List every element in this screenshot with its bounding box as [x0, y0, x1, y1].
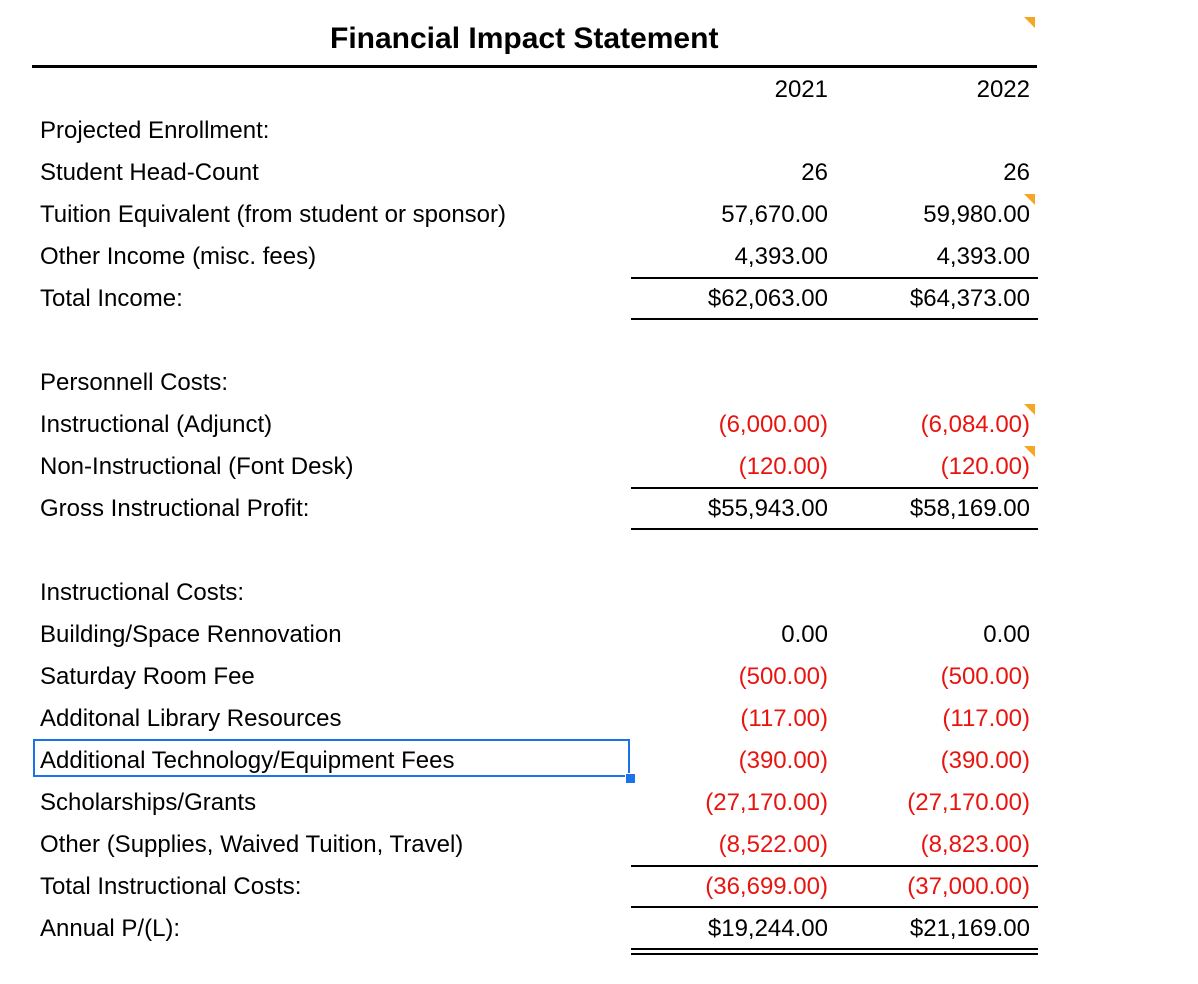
value-cell-2022[interactable]: $21,169.00: [909, 915, 1030, 942]
year-header-2021[interactable]: 2021: [774, 76, 828, 103]
value-cell-2021[interactable]: (27,170.00): [705, 789, 828, 816]
total-costs-bottom-border-2021: [631, 906, 831, 908]
value-cell-2022[interactable]: (37,000.00): [907, 873, 1030, 900]
comment-indicator-icon[interactable]: [1024, 446, 1035, 457]
value-cell-2022[interactable]: (120.00): [940, 453, 1030, 480]
table-row: [0, 698, 1198, 740]
row-label-cell[interactable]: Additional Technology/Equipment Fees: [40, 747, 455, 774]
value-cell-2022[interactable]: $64,373.00: [909, 285, 1030, 312]
table-row: [0, 194, 1198, 236]
table-row: [0, 110, 1198, 152]
value-cell-2021[interactable]: 26: [801, 159, 828, 186]
gross-profit-bottom-border-2022: [831, 528, 1038, 530]
value-cell-2021[interactable]: (390.00): [738, 747, 828, 774]
value-cell-2022[interactable]: $58,169.00: [909, 495, 1030, 522]
value-cell-2022[interactable]: 59,980.00: [923, 201, 1030, 228]
value-cell-2022[interactable]: (8,823.00): [920, 831, 1030, 858]
row-label-cell[interactable]: Total Instructional Costs:: [40, 873, 302, 900]
value-cell-2022[interactable]: 4,393.00: [936, 243, 1030, 270]
fill-handle[interactable]: [625, 773, 636, 784]
row-label-cell[interactable]: Scholarships/Grants: [40, 789, 257, 816]
year-header-2022[interactable]: 2022: [976, 76, 1030, 103]
row-label-cell[interactable]: Building/Space Rennovation: [40, 621, 342, 648]
table-row: [0, 446, 1198, 488]
sheet-title[interactable]: Financial Impact Statement: [330, 22, 719, 55]
table-row: [0, 908, 1198, 950]
total-income-top-border-2022: [831, 277, 1038, 279]
table-row: [0, 824, 1198, 866]
table-row: [0, 404, 1198, 446]
value-cell-2021[interactable]: (8,522.00): [718, 831, 828, 858]
value-cell-2021[interactable]: 4,393.00: [734, 243, 828, 270]
value-cell-2022[interactable]: 26: [1003, 159, 1030, 186]
row-label-cell[interactable]: Personnell Costs:: [40, 369, 229, 396]
value-cell-2021[interactable]: $55,943.00: [707, 495, 828, 522]
table-row: [0, 656, 1198, 698]
selected-cell-outline[interactable]: [33, 739, 630, 777]
row-label-cell[interactable]: Annual P/(L):: [40, 915, 181, 942]
total-costs-top-border-2021: [631, 865, 831, 867]
annual-pl-double-underline-top: [631, 948, 1038, 950]
row-label-cell[interactable]: Other Income (misc. fees): [40, 243, 317, 270]
table-row: [0, 152, 1198, 194]
row-label-cell[interactable]: Saturday Room Fee: [40, 663, 255, 690]
comment-indicator-icon[interactable]: [1024, 194, 1035, 205]
value-cell-2021[interactable]: (117.00): [740, 705, 828, 732]
table-row: [0, 320, 1198, 362]
row-label-cell[interactable]: Total Income:: [40, 285, 183, 312]
row-label-cell[interactable]: Tuition Equivalent (from student or sponsor): [40, 201, 506, 228]
row-label-cell[interactable]: Gross Instructional Profit:: [40, 495, 310, 522]
value-cell-2021[interactable]: (120.00): [738, 453, 828, 480]
total-income-top-border-2021: [631, 277, 831, 279]
value-cell-2022[interactable]: (6,084.00): [920, 411, 1030, 438]
value-cell-2021[interactable]: 57,670.00: [721, 201, 828, 228]
gross-profit-bottom-border-2021: [631, 528, 831, 530]
value-cell-2021[interactable]: (36,699.00): [705, 873, 828, 900]
row-label-cell[interactable]: Instructional Costs:: [40, 579, 245, 606]
value-cell-2021[interactable]: $19,244.00: [707, 915, 828, 942]
value-cell-2021[interactable]: $62,063.00: [707, 285, 828, 312]
value-cell-2022[interactable]: (117.00): [942, 705, 1030, 732]
annual-pl-double-underline-bottom: [631, 953, 1038, 955]
table-row: [0, 866, 1198, 908]
table-row: [0, 572, 1198, 614]
table-row: [0, 236, 1198, 278]
row-label-cell[interactable]: Additonal Library Resources: [40, 705, 342, 732]
value-cell-2022[interactable]: (27,170.00): [907, 789, 1030, 816]
table-row: [0, 614, 1198, 656]
table-row: [0, 488, 1198, 530]
comment-indicator-icon[interactable]: [1024, 17, 1035, 28]
table-row: [0, 530, 1198, 572]
total-income-bottom-border-2021: [631, 318, 831, 320]
value-cell-2022[interactable]: (390.00): [940, 747, 1030, 774]
table-row: [0, 278, 1198, 320]
value-cell-2021[interactable]: (500.00): [738, 663, 828, 690]
row-label-cell[interactable]: Instructional (Adjunct): [40, 411, 273, 438]
table-row: [0, 362, 1198, 404]
total-income-bottom-border-2022: [831, 318, 1038, 320]
value-cell-2021[interactable]: (6,000.00): [718, 411, 828, 438]
row-label-cell[interactable]: Student Head-Count: [40, 159, 259, 186]
value-cell-2022[interactable]: (500.00): [940, 663, 1030, 690]
comment-indicator-icon[interactable]: [1024, 404, 1035, 415]
row-label-cell[interactable]: Non-Instructional (Font Desk): [40, 453, 354, 480]
row-label-cell[interactable]: Projected Enrollment:: [40, 117, 270, 144]
value-cell-2021[interactable]: 0.00: [781, 621, 828, 648]
gross-profit-top-border-2022: [831, 487, 1038, 489]
total-costs-top-border-2022: [831, 865, 1038, 867]
gross-profit-top-border-2021: [631, 487, 831, 489]
title-underline: [32, 65, 1037, 68]
value-cell-2022[interactable]: 0.00: [983, 621, 1030, 648]
total-costs-bottom-border-2022: [831, 906, 1038, 908]
row-label-cell[interactable]: Other (Supplies, Waived Tuition, Travel): [40, 831, 464, 858]
table-row: [0, 782, 1198, 824]
